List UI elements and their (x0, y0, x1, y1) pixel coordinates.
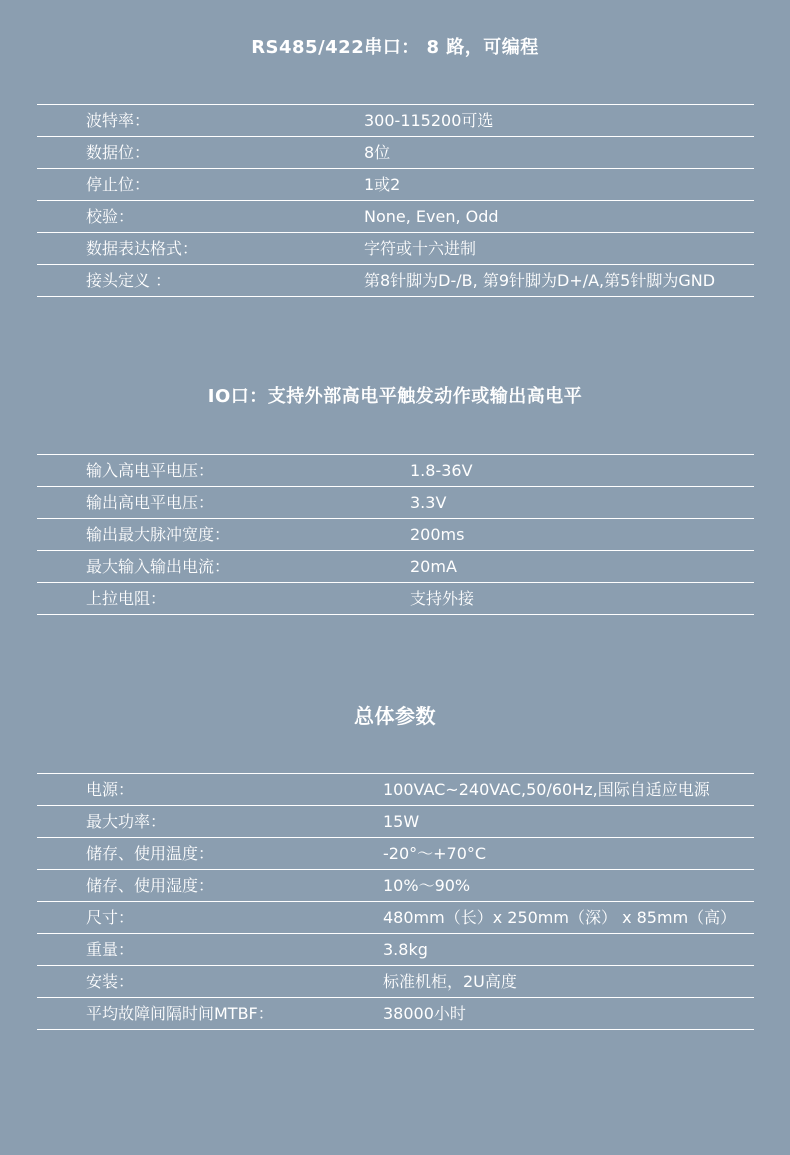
spec-row (37, 201, 754, 233)
spec-row (37, 870, 754, 902)
spec-row (37, 265, 754, 297)
spec-value: 200ms (410, 525, 465, 544)
spec-label: 输出最大脉冲宽度： (86, 525, 231, 544)
spec-label: 输出高电平电压： (86, 493, 215, 512)
spec-value: 支持外接 (410, 589, 475, 608)
spec-row (37, 838, 754, 870)
rs485-section-title: RS485/422串口： 8 路，可编程 (251, 37, 539, 58)
spec-value: 38000小时 (383, 1004, 466, 1023)
spec-row (37, 806, 754, 838)
spec-label: 波特率： (86, 111, 151, 130)
spec-label: 最大功率： (86, 812, 167, 831)
spec-row (37, 455, 754, 487)
spec-row (37, 774, 754, 806)
spec-row (37, 105, 754, 137)
spec-label: 储存、使用温度： (86, 844, 215, 863)
spec-value: 第8针脚为D-/B, 第9针脚为D+/A,第5针脚为GND (364, 271, 716, 290)
spec-value: None, Even, Odd (364, 207, 499, 226)
spec-value: 100VAC~240VAC,50/60Hz,国际自适应电源 (383, 780, 710, 799)
general-spec-table (37, 773, 754, 1030)
spec-row (37, 583, 754, 615)
spec-label: 输入高电平电压： (86, 461, 215, 480)
spec-value: 3.3V (410, 493, 447, 512)
spec-value: 标准机柜，2U高度 (383, 972, 517, 991)
spec-label: 接头定义 ： (86, 271, 172, 290)
spec-row (37, 487, 754, 519)
spec-value: 字符或十六进制 (364, 239, 477, 258)
io-section-title: IO口：支持外部高电平触发动作或输出高电平 (207, 386, 583, 407)
general-section-title: 总体参数 (354, 704, 436, 728)
spec-row (37, 519, 754, 551)
spec-value: 8位 (364, 143, 391, 162)
spec-value: 480mm（长）x 250mm（深） x 85mm（高） (383, 908, 737, 927)
io-spec-table (37, 454, 754, 615)
spec-row (37, 169, 754, 201)
spec-value: 20mA (410, 557, 457, 576)
spec-label: 电源： (86, 780, 135, 799)
spec-value: 300-115200可选 (364, 111, 494, 130)
spec-label: 安装： (86, 972, 135, 991)
spec-value: 3.8kg (383, 940, 428, 959)
spec-label: 重量： (86, 940, 135, 959)
spec-label: 数据表达格式： (86, 239, 199, 258)
spec-value: 10%～90% (383, 876, 471, 895)
spec-label: 校验： (86, 207, 135, 226)
spec-label: 最大输入输出电流： (86, 557, 231, 576)
spec-value: 1或2 (364, 175, 401, 194)
spec-row (37, 137, 754, 169)
spec-label: 平均故障间隔时间MTBF： (86, 1004, 274, 1023)
spec-label: 上拉电阻： (86, 589, 167, 608)
spec-label: 储存、使用湿度： (86, 876, 215, 895)
spec-row (37, 998, 754, 1030)
spec-value: -20°～+70°C (383, 844, 487, 863)
rs485-spec-table (37, 104, 754, 297)
spec-label: 数据位： (86, 143, 151, 162)
spec-row (37, 233, 754, 265)
spec-row (37, 966, 754, 998)
spec-label: 尺寸： (86, 908, 135, 927)
spec-row (37, 934, 754, 966)
spec-value: 1.8-36V (410, 461, 473, 480)
spec-label: 停止位： (86, 175, 151, 194)
spec-row (37, 551, 754, 583)
spec-row (37, 902, 754, 934)
spec-value: 15W (383, 812, 420, 831)
